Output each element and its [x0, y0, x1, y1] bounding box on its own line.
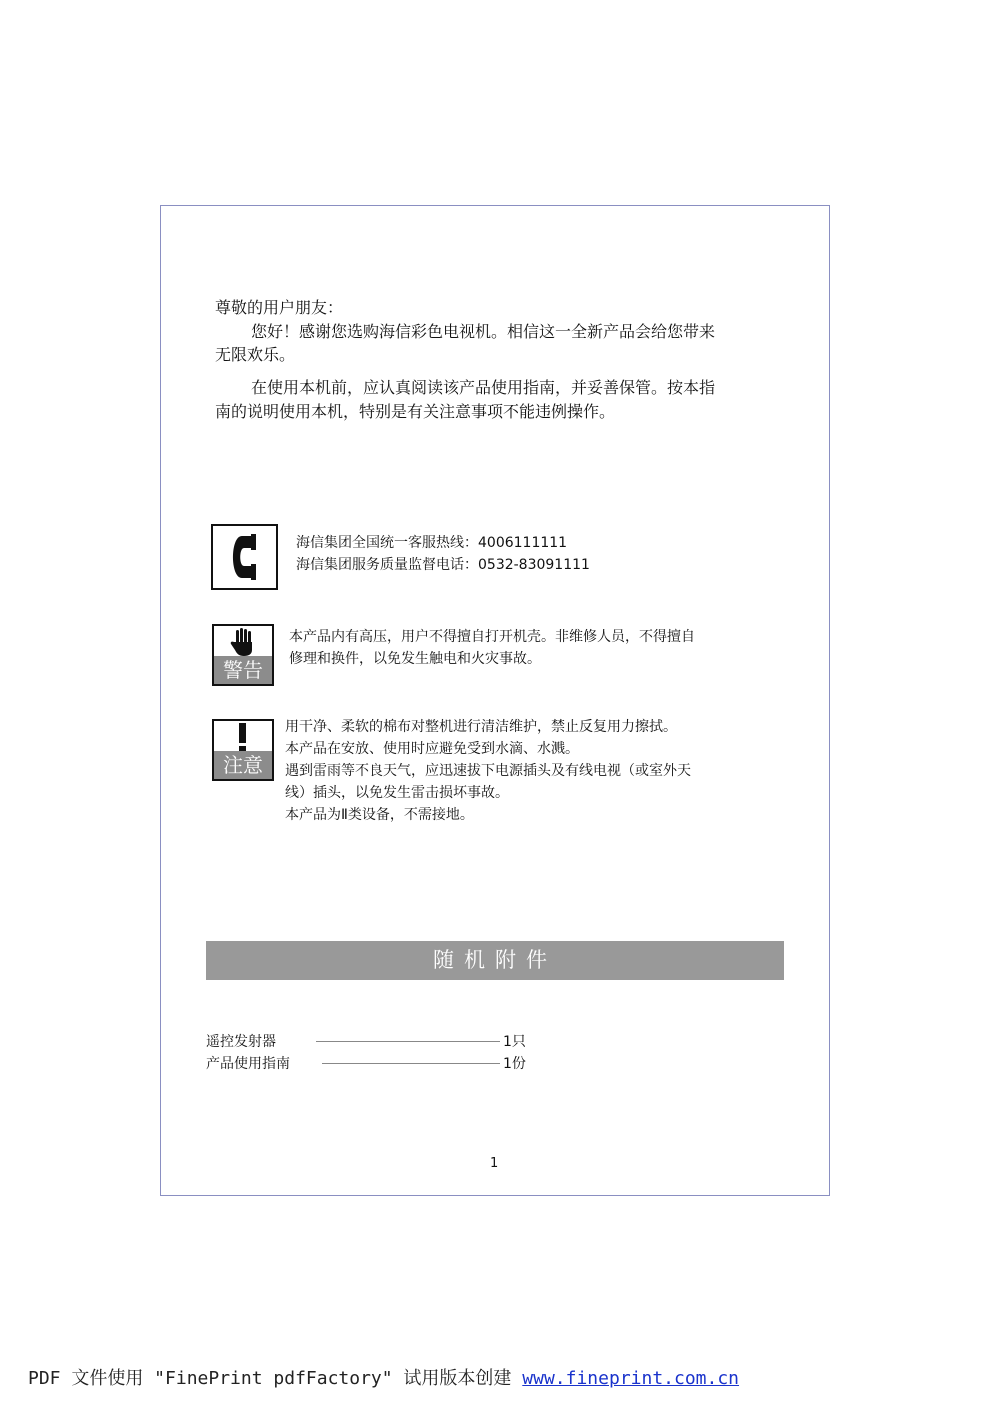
instruction-line-2: 南的说明使用本机，特别是有关注意事项不能违例操作。	[215, 402, 616, 421]
caution-badge	[212, 719, 274, 781]
warning-label: 警告	[214, 656, 272, 684]
accessory-qty-remote: 1只	[503, 1034, 526, 1050]
warning-badge	[212, 624, 274, 686]
fineprint-link[interactable]: www.fineprint.com.cn	[522, 1368, 740, 1389]
telephone-icon	[211, 524, 278, 590]
accessory-name-guide: 产品使用指南	[206, 1056, 290, 1072]
warning-line-1: 本产品内有高压，用户不得擅自打开机壳。非维修人员，不得擅自	[289, 629, 695, 645]
caution-line-3: 遇到雷雨等不良天气，应迅速拔下电源插头及有线电视（或室外天	[285, 763, 691, 779]
caution-label: 注意	[214, 751, 272, 779]
accessory-qty-guide: 1份	[503, 1056, 526, 1072]
accessory-name-remote: 遥控发射器	[206, 1034, 276, 1050]
caution-line-1: 用干净、柔软的棉布对整机进行清洁维护，禁止反复用力擦拭。	[285, 719, 677, 735]
caution-line-5: 本产品为Ⅱ类设备，不需接地。	[285, 807, 474, 823]
footer-prefix: PDF 文件使用 "FinePrint pdfFactory" 试用版本创建	[28, 1368, 523, 1389]
intro-line-2: 无限欢乐。	[215, 345, 296, 364]
caution-line-2: 本产品在安放、使用时应避免受到水滴、水溅。	[285, 741, 579, 757]
service-hotline: 海信集团全国统一客服热线：4006111111	[296, 535, 568, 551]
page-number: 1	[490, 1156, 499, 1171]
pdf-creator-footer	[28, 1364, 739, 1390]
leader-line	[322, 1063, 500, 1064]
accessories-heading: 随机附件	[206, 941, 784, 980]
supervision-phone: 海信集团服务质量监督电话：0532-83091111	[296, 557, 590, 573]
greeting: 尊敬的用户朋友：	[215, 298, 344, 317]
hand-stop-icon	[214, 626, 272, 658]
intro-line-1: 您好！感谢您选购海信彩色电视机。相信这一全新产品会给您带来	[251, 322, 716, 341]
warning-line-2: 修理和换件，以免发生触电和火灾事故。	[289, 651, 541, 667]
instruction-line-1: 在使用本机前，应认真阅读该产品使用指南，并妥善保管。按本指	[251, 378, 716, 397]
leader-line	[316, 1041, 500, 1042]
caution-line-4: 线）插头，以免发生雷击损坏事故。	[285, 785, 509, 801]
exclamation-icon	[214, 721, 272, 753]
